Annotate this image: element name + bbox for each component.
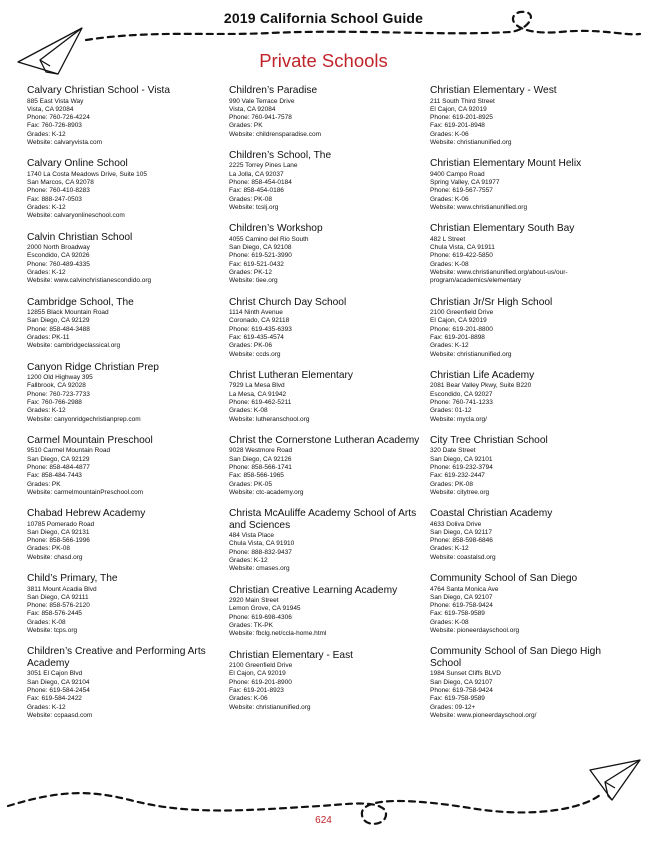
school-name: Children’s Workshop xyxy=(229,223,323,235)
school-detail-line: Phone: 619-201-8800 xyxy=(430,325,493,333)
school-name: Canyon Ridge Christian Prep xyxy=(27,361,159,373)
school-name: Christ Lutheran Elementary xyxy=(229,369,354,381)
school-website[interactable]: Website: www.pioneerdayschool.org/ xyxy=(430,711,537,719)
school-detail-line: Fax: 760-726-8903 xyxy=(27,122,82,130)
school-detail-line: San Diego, CA 92126 xyxy=(229,455,292,463)
school-name: Christa McAuliffe Academy School of Arts and Sciences xyxy=(229,508,417,531)
school-detail-line: 3051 El Cajon Blvd xyxy=(27,670,83,678)
school-detail-line: Fax: 619-201-8923 xyxy=(229,686,284,694)
school-name: Christian Creative Learning Academy xyxy=(229,584,398,596)
school-detail-line: Phone: 619-758-9424 xyxy=(430,602,493,610)
school-detail-line: 9510 Carmel Mountain Road xyxy=(27,447,111,455)
school-entry xyxy=(27,362,222,424)
school-detail-line: Grades: PK xyxy=(27,480,61,488)
school-detail-line: Phone: 619-422-5850 xyxy=(430,252,493,260)
school-entry xyxy=(430,573,625,635)
school-detail-line: Grades: PK xyxy=(229,122,263,130)
school-entry xyxy=(27,232,222,286)
school-detail-line: Grades: K-12 xyxy=(27,268,66,276)
school-name: Christian Life Academy xyxy=(430,369,535,381)
school-detail-line: Escondido, CA 92027 xyxy=(430,390,493,398)
section-title: Private Schools xyxy=(259,50,388,71)
school-detail-line: Phone: 619-521-3990 xyxy=(229,252,292,260)
page-number: 624 xyxy=(315,815,332,826)
school-detail-line: Phone: 858-576-2120 xyxy=(27,602,90,610)
school-detail-line: San Marcos, CA 92078 xyxy=(27,179,94,187)
school-detail-line: Chula Vista, CA 91910 xyxy=(229,540,295,548)
school-detail-line: 10785 Pomerado Road xyxy=(27,520,95,528)
school-detail-line: 4764 Santa Monica Ave xyxy=(430,585,499,593)
school-detail-line: Phone: 760-723-7733 xyxy=(27,390,90,398)
school-detail-line: Grades: K-12 xyxy=(27,407,66,415)
school-detail-line: Grades: K-12 xyxy=(430,545,469,553)
school-detail-line: Grades: PK-08 xyxy=(27,545,70,553)
school-detail-line: Grades: K-08 xyxy=(229,407,268,415)
school-detail-line: 482 L Street xyxy=(430,235,466,243)
school-name: Calvin Christian School xyxy=(27,231,133,243)
school-detail-line: Grades: K-08 xyxy=(430,260,469,268)
school-detail-line: San Diego, CA 92111 xyxy=(27,593,89,601)
school-entry xyxy=(229,650,424,712)
school-column xyxy=(229,85,424,723)
school-detail-line: 1984 Sunset Cliffs BLVD xyxy=(430,670,501,678)
school-detail-line: Fax: 619-201-8948 xyxy=(430,122,485,130)
school-entry xyxy=(229,85,424,139)
school-website[interactable]: Website: chasd.org xyxy=(27,553,83,561)
school-entry xyxy=(27,646,222,720)
school-detail-line: Fax: 858-454-0186 xyxy=(229,187,284,195)
school-detail-line: Grades: K-06 xyxy=(430,130,469,138)
school-entry xyxy=(27,85,222,147)
school-entry xyxy=(229,508,424,573)
school-detail-line: 2225 Torrey Pines Lane xyxy=(229,162,298,170)
school-detail-line: La Jolla, CA 92037 xyxy=(229,170,284,178)
school-detail-line: Spring Valley, CA 91977 xyxy=(430,179,500,187)
school-website[interactable]: Website: carmelmountainPreschool.com xyxy=(27,488,144,496)
school-name: Cambridge School, The xyxy=(27,296,134,308)
school-detail-line: San Diego, CA 92117 xyxy=(430,528,493,536)
school-name: Community School of San Diego High School xyxy=(430,646,602,669)
school-website[interactable]: Website: ccds.org xyxy=(229,350,281,358)
paper-airplane-icon xyxy=(590,760,640,800)
school-website[interactable]: Website: christianunified.org xyxy=(229,703,311,711)
school-entry xyxy=(27,573,222,635)
school-entry xyxy=(27,435,222,497)
school-detail-line: El Cajon, CA 92019 xyxy=(229,670,286,678)
school-detail-line: Grades: TK-PK xyxy=(229,621,273,629)
school-detail-line: 2081 Bear Valley Pkwy, Suite B220 xyxy=(430,382,532,390)
school-name: Christ the Cornerstone Lutheran Academy xyxy=(229,434,420,446)
school-detail-line: Phone: 619-201-8900 xyxy=(229,678,292,686)
school-detail-line: Phone: 619-698-4306 xyxy=(229,613,292,621)
school-detail-line: San Diego, CA 92107 xyxy=(430,678,493,686)
school-website[interactable]: Website: christianunified.org xyxy=(430,350,512,358)
school-detail-line: Vista, CA 92084 xyxy=(27,105,74,113)
school-detail-line: 885 East Vista Way xyxy=(27,97,84,105)
school-name: Child’s Primary, The xyxy=(27,573,118,585)
school-detail-line: Grades: 01-12 xyxy=(430,407,472,415)
school-detail-line: Grades: K-12 xyxy=(430,342,469,350)
school-detail-line: Escondido, CA 92026 xyxy=(27,252,90,260)
school-website[interactable]: Website: mycla.org/ xyxy=(430,415,487,423)
school-detail-line: Fax: 858-484-7443 xyxy=(27,472,82,480)
school-detail-line: 7929 La Mesa Blvd xyxy=(229,382,285,390)
school-website[interactable]: Website: coastalsd.org xyxy=(430,553,496,561)
school-name: Christian Elementary - West xyxy=(430,85,557,96)
school-entry xyxy=(430,435,625,497)
school-detail-line: Fax: 619-201-8898 xyxy=(430,333,485,341)
school-website[interactable]: Website: www.christianunified.org xyxy=(430,203,528,211)
school-website[interactable]: Website: ctc-academy.org xyxy=(229,488,304,496)
school-detail-line: Grades: PK-12 xyxy=(229,268,272,276)
school-entry xyxy=(229,585,424,639)
school-detail-line: 990 Vale Terrace Drive xyxy=(229,97,295,105)
school-detail-line: Grades: PK-08 xyxy=(229,195,272,203)
school-name: Children’s Creative and Performing Arts Academy xyxy=(27,646,206,669)
school-detail-line: Phone: 619-201-8925 xyxy=(430,114,493,122)
school-website[interactable]: Website: calvaryvista.com xyxy=(27,138,103,146)
school-detail-line: Phone: 760-941-7578 xyxy=(229,114,292,122)
school-detail-line: Phone: 858-566-1741 xyxy=(229,463,292,471)
school-website[interactable]: Website: tcslj.org xyxy=(229,203,279,211)
school-entry xyxy=(229,223,424,285)
school-website[interactable]: Website: cmases.org xyxy=(229,565,290,573)
school-name: Chabad Hebrew Academy xyxy=(27,508,146,520)
school-detail-line: Grades: K-12 xyxy=(229,556,268,564)
school-detail-line: 2100 Greenfield Drive xyxy=(229,662,293,670)
school-website[interactable]: Website: canyonridgechristianprep.com xyxy=(27,415,141,423)
school-detail-line: San Diego, CA 92129 xyxy=(27,317,90,325)
school-website[interactable]: Website: lutheranschool.org xyxy=(229,415,310,423)
school-column xyxy=(27,85,222,731)
school-detail-line: Grades: PK-05 xyxy=(229,480,272,488)
school-detail-line: 2920 Main Street xyxy=(229,597,279,605)
school-detail-line: 4055 Camino del Rio South xyxy=(229,235,309,243)
school-name: Children’s School, The xyxy=(229,149,332,161)
guide-title: 2019 California School Guide xyxy=(223,10,424,26)
school-detail-line: 1740 La Costa Meadows Drive, Suite 105 xyxy=(27,170,147,178)
school-detail-line: San Diego, CA 92101 xyxy=(430,455,493,463)
school-name: Calvary Christian School - Vista xyxy=(27,85,171,96)
school-detail-line: 484 Vista Place xyxy=(229,532,275,540)
school-detail-line: Grades: K-08 xyxy=(430,618,469,626)
school-detail-line: Phone: 619-435-6393 xyxy=(229,325,292,333)
school-name: City Tree Christian School xyxy=(430,434,548,446)
school-column xyxy=(430,85,625,731)
school-website[interactable]: Website: fbclg.net/ccla-home.html xyxy=(229,630,327,638)
school-detail-line: La Mesa, CA 91942 xyxy=(229,390,287,398)
school-detail-line: Fax: 619-435-4574 xyxy=(229,333,284,341)
school-detail-line: Grades: PK-08 xyxy=(430,480,473,488)
school-detail-line: Phone: 619-584-2454 xyxy=(27,686,90,694)
school-detail-line: Phone: 619-232-3794 xyxy=(430,463,493,471)
school-detail-line: Phone: 619-567-7557 xyxy=(430,187,493,195)
school-name: Coastal Christian Academy xyxy=(430,508,553,520)
school-detail-line: 4633 Doliva Drive xyxy=(430,520,482,528)
school-detail-line: Grades: K-12 xyxy=(27,130,66,138)
school-detail-line: Phone: 760-489-4335 xyxy=(27,260,90,268)
school-detail-line: Fax: 619-232-2447 xyxy=(430,472,485,480)
school-detail-line: Phone: 858-566-1996 xyxy=(27,537,90,545)
school-detail-line: Coronado, CA 92118 xyxy=(229,317,290,325)
school-detail-line: San Diego, CA 92107 xyxy=(430,593,493,601)
school-detail-line: 2100 Greenfield Drive xyxy=(430,309,494,317)
school-name: Christian Elementary - East xyxy=(229,649,353,661)
school-detail-line: Grades: K-08 xyxy=(27,618,66,626)
school-detail-line: Phone: 760-726-4224 xyxy=(27,114,90,122)
school-entry xyxy=(229,297,424,359)
school-detail-line: 320 Date Street xyxy=(430,447,476,455)
school-website[interactable]: Website: cambridgeclassical.org xyxy=(27,342,121,350)
school-detail-line: 9400 Campo Road xyxy=(430,170,485,178)
school-detail-line: Grades: K-12 xyxy=(27,203,66,211)
school-entry xyxy=(430,297,625,359)
school-entry xyxy=(430,508,625,562)
school-detail-line: Grades: PK-11 xyxy=(27,333,70,341)
school-detail-line: Lemon Grove, CA 91945 xyxy=(229,605,301,613)
school-detail-line: Fax: 619-758-9589 xyxy=(430,695,485,703)
school-detail-line: Grades: K-06 xyxy=(430,195,469,203)
school-entry xyxy=(229,150,424,212)
school-detail-line: Vista, CA 92084 xyxy=(229,105,276,113)
school-detail-line: 12855 Black Mountain Road xyxy=(27,309,109,317)
school-entry xyxy=(430,158,625,212)
school-detail-line: Fax: 888-247-0503 xyxy=(27,195,82,203)
school-detail-line: 1200 Old Highway 395 xyxy=(27,374,93,382)
school-detail-line: Phone: 760-410-8283 xyxy=(27,187,90,195)
school-detail-line: Phone: 858-454-0184 xyxy=(229,179,292,187)
school-detail-line: San Diego, CA 92129 xyxy=(27,455,90,463)
school-website[interactable]: Website: www.christianunified.org/about-us/our-program/academics/elementary xyxy=(430,268,568,285)
school-entry xyxy=(27,158,222,220)
school-detail-line: 9028 Westmore Road xyxy=(229,447,293,455)
school-detail-line: Grades: K-12 xyxy=(27,703,66,711)
school-entry xyxy=(229,370,424,424)
school-website[interactable]: Website: tiee.org xyxy=(229,277,278,285)
school-detail-line: Fax: 619-758-9589 xyxy=(430,610,485,618)
school-detail-line: Grades: PK-06 xyxy=(229,342,272,350)
school-detail-line: San Diego, CA 92131 xyxy=(27,528,90,536)
school-detail-line: Fax: 858-576-2445 xyxy=(27,610,82,618)
school-detail-line: Phone: 858-598-6846 xyxy=(430,537,493,545)
school-entry xyxy=(229,435,424,497)
school-detail-line: 2000 North Broadway xyxy=(27,244,90,252)
school-detail-line: Fax: 619-521-0432 xyxy=(229,260,284,268)
school-detail-line: 211 South Third Street xyxy=(430,97,495,105)
school-website[interactable]: Website: calvaryonlineschool.com xyxy=(27,212,125,220)
school-detail-line: San Diego, CA 92108 xyxy=(229,244,292,252)
school-detail-line: Grades: 09-12+ xyxy=(430,703,476,711)
school-detail-line: Phone: 858-484-3488 xyxy=(27,325,90,333)
school-name: Christian Jr/Sr High School xyxy=(430,296,553,308)
school-name: Christian Elementary Mount Helix xyxy=(430,158,582,170)
school-detail-line: Fallbrook, CA 92028 xyxy=(27,382,86,390)
school-website[interactable]: Website: tcps.org xyxy=(27,627,78,635)
school-website[interactable]: Website: pioneerdayschool.org xyxy=(430,627,520,635)
school-detail-line: Fax: 760-766-2988 xyxy=(27,398,82,406)
school-name: Children’s Paradise xyxy=(229,85,318,96)
school-website[interactable]: Website: childrensparadise.com xyxy=(229,130,322,138)
school-website[interactable]: Website: citytree.org xyxy=(430,488,490,496)
school-detail-line: El Cajon, CA 92019 xyxy=(430,105,487,113)
school-detail-line: Fax: 619-584-2422 xyxy=(27,695,82,703)
school-entry xyxy=(430,85,625,147)
school-detail-line: Chula Vista, CA 91911 xyxy=(430,244,495,252)
school-entry xyxy=(430,223,625,285)
school-website[interactable]: Website: ccpaasd.com xyxy=(27,711,93,719)
school-detail-line: Phone: 888-832-9437 xyxy=(229,548,292,556)
school-entry xyxy=(430,370,625,424)
school-detail-line: Phone: 619-462-5211 xyxy=(229,398,292,406)
school-detail-line: Phone: 858-484-4877 xyxy=(27,463,90,471)
school-name: Community School of San Diego xyxy=(430,573,578,585)
school-entry xyxy=(27,297,222,351)
school-detail-line: 1114 Ninth Avenue xyxy=(229,309,283,317)
school-detail-line: El Cajon, CA 92019 xyxy=(430,317,487,325)
school-website[interactable]: Website: christianunified.org xyxy=(430,138,512,146)
school-detail-line: 3811 Mount Acadia Blvd xyxy=(27,585,97,593)
school-detail-line: San Diego, CA 92104 xyxy=(27,678,90,686)
school-name: Christian Elementary South Bay xyxy=(430,223,575,235)
school-entry xyxy=(430,646,625,720)
school-name: Christ Church Day School xyxy=(229,296,347,308)
school-detail-line: Phone: 619-758-9424 xyxy=(430,686,493,694)
school-name: Carmel Mountain Preschool xyxy=(27,434,153,446)
school-entry xyxy=(27,508,222,562)
school-detail-line: Grades: K-06 xyxy=(229,695,268,703)
school-detail-line: Fax: 858-566-1965 xyxy=(229,472,284,480)
school-detail-line: Phone: 760-741-1233 xyxy=(430,398,493,406)
school-website[interactable]: Website: www.calvinchristianescondido.org xyxy=(27,277,152,285)
school-name: Calvary Online School xyxy=(27,158,128,170)
